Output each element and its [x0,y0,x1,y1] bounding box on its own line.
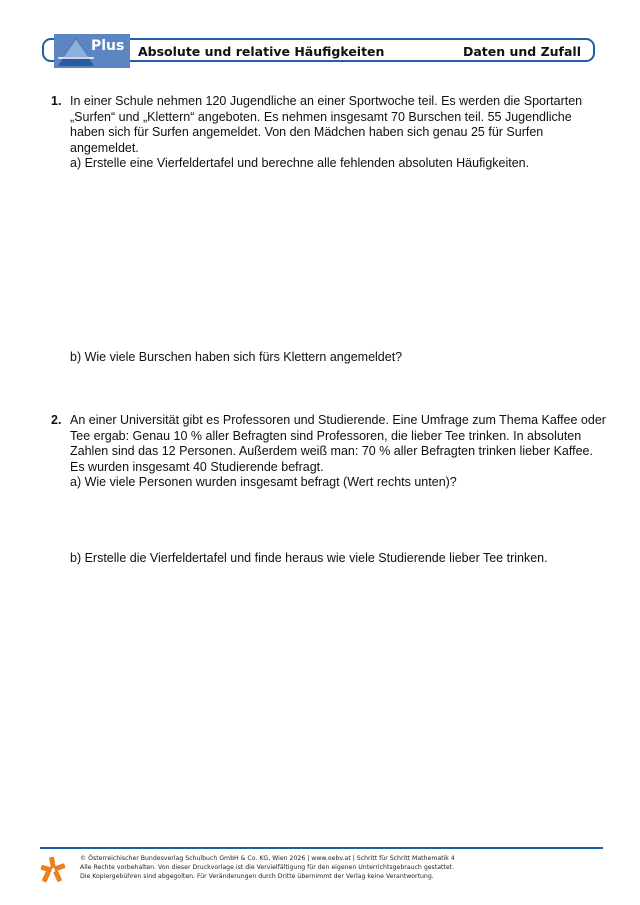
task-2-line: Tee ergab: Genau 10 % aller Befragten sind Professoren, die lieber Tee trinken. In absoluten [70,428,582,443]
task-2-subtask-b: b) Erstelle die Vierfeldertafel und finde heraus wie viele Studierende lieber Tee trinken. [70,551,548,565]
footer-line: © Österreichischer Bundesverlag Schulbuch GmbH & Co. KG, Wien 2026 | www.oebv.at | Schritt für Schritt Mathematik 4 [80,855,455,862]
footer-divider [40,847,603,849]
footer-line: Die Kopiergebühren sind abgegolten. Für Veränderungen durch Dritte übernimmt der Verlag keine Verantwortung. [80,873,434,880]
logo-label: Plus [91,38,125,54]
task-1-text [70,94,600,172]
task-1-subtask-b: b) Wie viele Burschen haben sich fürs Klettern angemeldet? [70,350,403,364]
worksheet-topic: Daten und Zufall [462,44,581,59]
task-1-line: „Surfen“ und „Klettern“ angeboten. Es nehmen insgesamt 70 Burschen teil. 55 Jugendliche [70,109,572,124]
worksheet-title: Absolute und relative Häufigkeiten [138,44,385,59]
task-2-subtask-a: a) Wie viele Personen wurden insgesamt befragt (Wert rechts unten)? [70,475,457,489]
task-1-line: haben sich für Surfen angemeldet. Von den Mädchen haben sich genau 25 für Surfen [70,125,544,139]
task-2-line: Zahlen sind das 12 Personen. Außerdem weiß man: 70 % aller Befragten trinken lieber Kaffee. [70,444,593,458]
task-2-line: An einer Universität gibt es Professoren und Studierende. Eine Umfrage zum Thema Kaffee oder [70,413,606,427]
task-1-subtask-a: a) Erstelle eine Vierfeldertafel und berechne alle fehlenden absoluten Häufigkeiten. [70,156,530,170]
oebv-star-icon [40,855,66,883]
task-1-line: angemeldet. [70,140,139,155]
task-2-text [70,413,606,491]
task-2-number: 2. [51,413,62,427]
task-1-line: In einer Schule nehmen 120 Jugendliche an einer Sportwoche teil. Es werden die Sportarten [70,94,583,108]
task-2-line: Es wurden insgesamt 40 Studierende befragt. [70,459,324,474]
footer-line: Alle Rechte vorbehalten. Von dieser Druckvorlage ist die Vervielfältigung für den eigenen Unterrichtsgebrauch gestattet. [80,864,455,871]
plus-logo [54,34,130,68]
footer-copyright [80,854,455,881]
task-1-number: 1. [51,94,62,108]
